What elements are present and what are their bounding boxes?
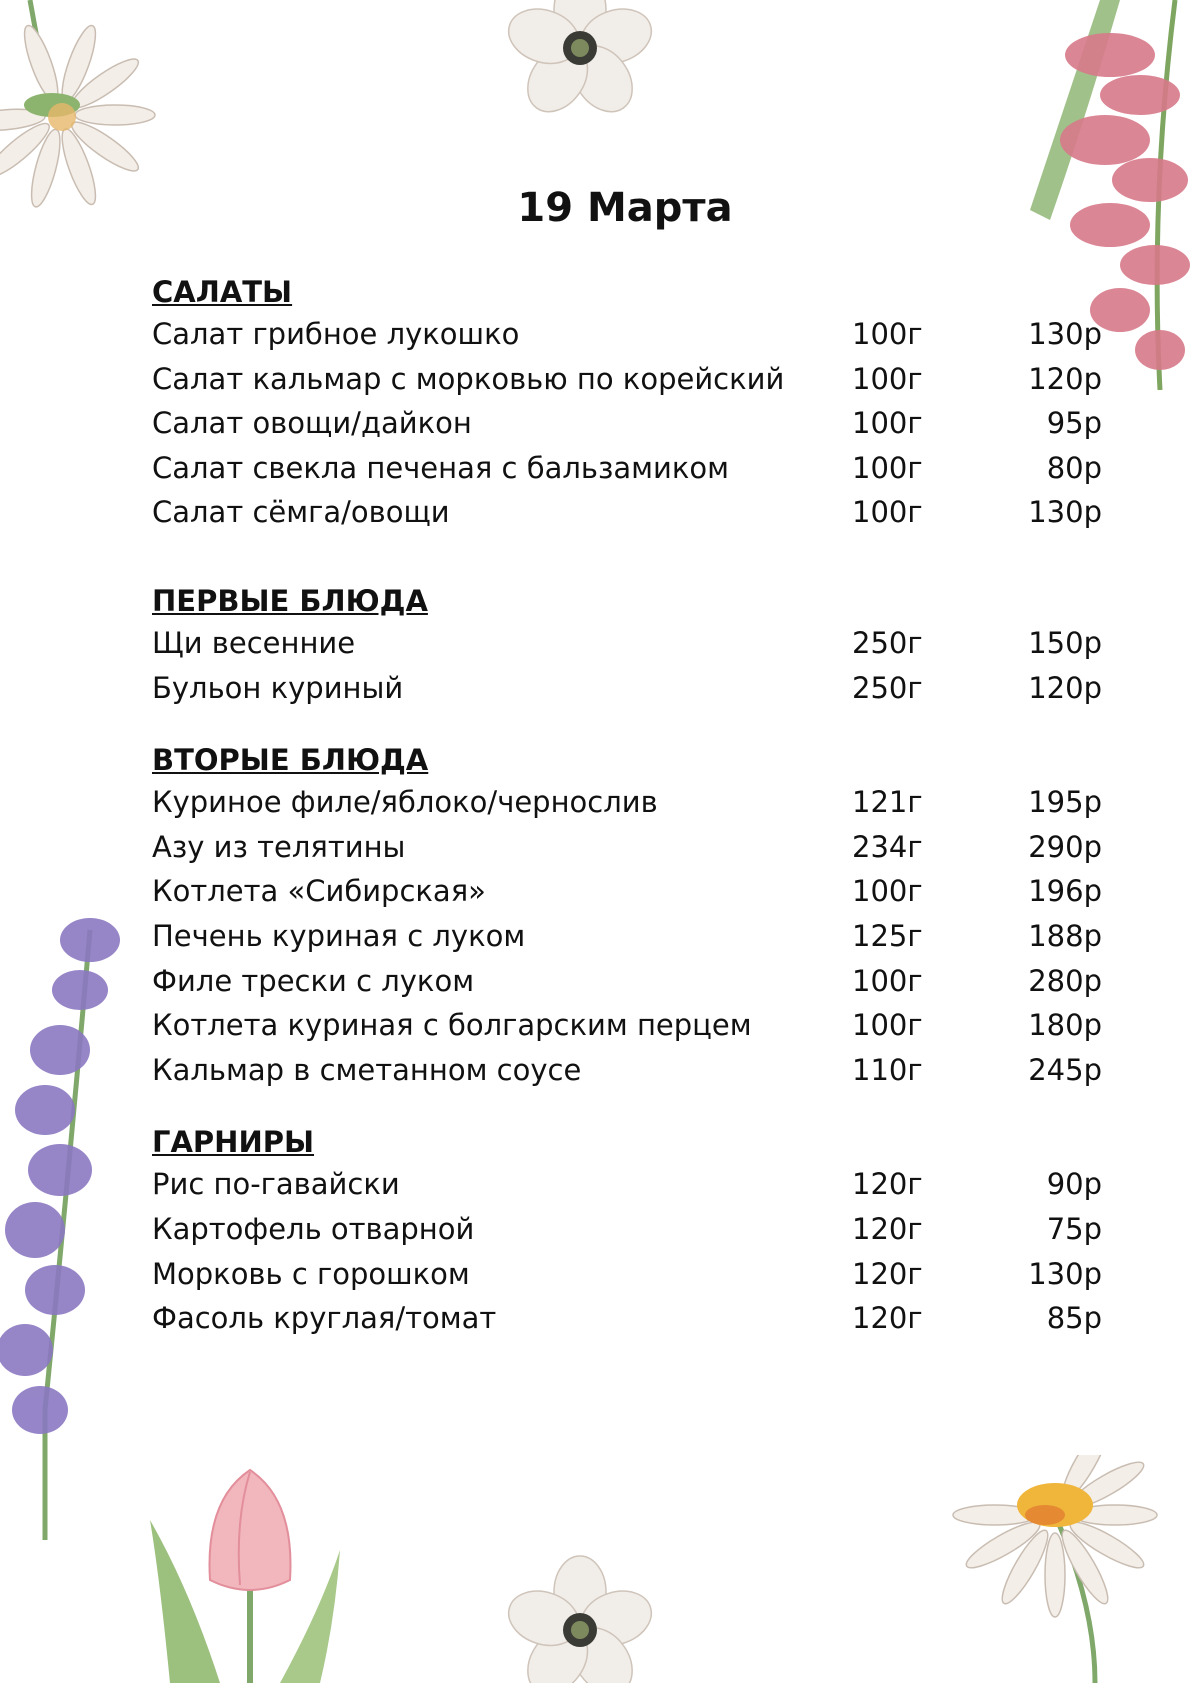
item-price: 245р <box>1028 1052 1102 1087</box>
item-price: 195р <box>1028 785 1102 820</box>
item-weight: 100г <box>852 495 923 530</box>
menu-item <box>152 1296 1102 1341</box>
item-name: Морковь с горошком <box>152 1256 470 1291</box>
item-name: Салат свекла печеная с бальзамиком <box>152 450 730 485</box>
item-price: 290р <box>1028 829 1102 864</box>
menu-item <box>152 1162 1102 1207</box>
section-salads <box>152 272 1102 535</box>
item-price: 130р <box>1028 1256 1102 1291</box>
section-first-courses <box>152 581 1102 710</box>
item-weight: 120г <box>852 1167 923 1202</box>
menu <box>152 272 1102 1387</box>
menu-item <box>152 446 1102 491</box>
item-name: Салат кальмар с морковью по корейский <box>152 361 785 396</box>
item-price: 80р <box>1046 450 1102 485</box>
item-weight: 100г <box>852 450 923 485</box>
item-name: Фасоль круглая/томат <box>152 1301 497 1336</box>
daisy-bottom-right-icon <box>945 1455 1190 1683</box>
menu-item <box>152 357 1102 402</box>
menu-item <box>152 666 1102 711</box>
item-weight: 120г <box>852 1301 923 1336</box>
item-weight: 110г <box>852 1052 923 1087</box>
item-weight: 120г <box>852 1256 923 1291</box>
menu-item <box>152 869 1102 914</box>
section-title: ВТОРЫЕ БЛЮДА <box>152 743 429 778</box>
item-price: 130р <box>1028 317 1102 351</box>
item-price: 196р <box>1028 874 1102 909</box>
menu-item <box>152 490 1102 535</box>
menu-item <box>152 1048 1102 1093</box>
item-price: 75р <box>1046 1211 1102 1246</box>
item-name: Кальмар в сметанном соусе <box>152 1052 582 1087</box>
section-side-dishes <box>152 1122 1102 1340</box>
section-title: ПЕРВЫЕ БЛЮДА <box>152 583 428 618</box>
item-price: 130р <box>1028 495 1102 530</box>
item-price: 90р <box>1046 1167 1102 1202</box>
item-name: Котлета куриная с болгарским перцем <box>152 1008 752 1043</box>
item-price: 188р <box>1028 918 1102 953</box>
item-name: Котлета «Сибирская» <box>152 874 486 909</box>
item-name: Щи весенние <box>152 625 356 660</box>
item-price: 280р <box>1028 963 1102 998</box>
item-weight: 100г <box>852 1008 923 1043</box>
item-name: Азу из телятины <box>152 829 406 864</box>
menu-item <box>152 780 1102 825</box>
item-name: Салат сёмга/овощи <box>152 495 450 530</box>
menu-item <box>152 1003 1102 1048</box>
item-name: Бульон куриный <box>152 670 404 705</box>
item-weight: 125г <box>852 918 923 953</box>
item-name: Филе трески с луком <box>152 963 475 998</box>
lavender-left-icon <box>0 910 140 1540</box>
item-price: 120р <box>1028 670 1102 705</box>
item-name: Рис по-гавайски <box>152 1167 400 1202</box>
item-weight: 100г <box>852 317 923 351</box>
item-weight: 250г <box>852 670 923 705</box>
item-name: Куриное филе/яблоко/чернослив <box>152 785 658 820</box>
item-price: 120р <box>1028 361 1102 396</box>
section-title: ГАРНИРЫ <box>152 1125 315 1160</box>
item-weight: 250г <box>852 625 923 660</box>
item-weight: 100г <box>852 963 923 998</box>
item-name: Салат овощи/дайкон <box>152 406 472 441</box>
item-weight: 121г <box>852 785 923 820</box>
page-title: 19 Марта <box>517 185 733 231</box>
item-weight: 234г <box>852 829 923 864</box>
item-weight: 100г <box>852 361 923 396</box>
menu-item <box>152 825 1102 870</box>
tulip-bottom-left-icon <box>150 1460 350 1683</box>
menu-item <box>152 1207 1102 1252</box>
menu-item <box>152 312 1102 357</box>
item-price: 85р <box>1046 1301 1102 1336</box>
section-main-courses <box>152 740 1102 1092</box>
item-weight: 100г <box>852 874 923 909</box>
menu-item <box>152 914 1102 959</box>
item-name: Салат грибное лукошко <box>152 317 520 351</box>
menu-item <box>152 401 1102 446</box>
item-name: Картофель отварной <box>152 1211 475 1246</box>
item-name: Печень куриная с луком <box>152 918 526 953</box>
menu-item <box>152 959 1102 1004</box>
item-weight: 120г <box>852 1211 923 1246</box>
white-flower-bottom-center-icon <box>505 1540 655 1683</box>
white-flower-top-center-icon <box>505 0 655 150</box>
item-price: 150р <box>1028 625 1102 660</box>
menu-item <box>152 1252 1102 1297</box>
section-title: САЛАТЫ <box>152 275 293 309</box>
item-price: 180р <box>1028 1008 1102 1043</box>
menu-item <box>152 621 1102 666</box>
item-weight: 100г <box>852 406 923 441</box>
item-price: 95р <box>1046 406 1102 441</box>
